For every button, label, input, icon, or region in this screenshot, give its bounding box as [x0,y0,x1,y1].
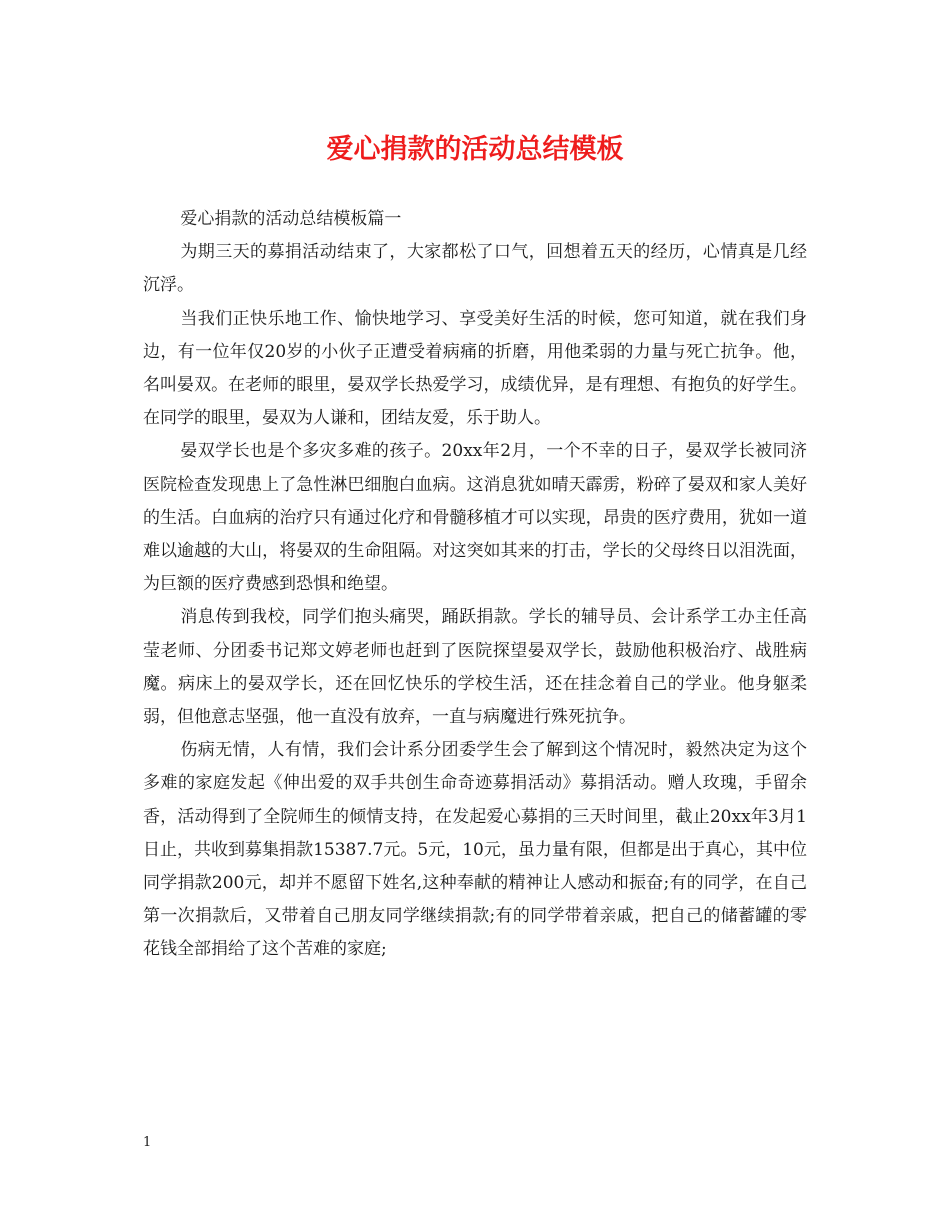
document-title: 爱心捐款的活动总结模板 [326,134,624,165]
paragraph-4: 消息传到我校，同学们抱头痛哭，踊跃捐款。学长的辅导员、会计系学工办主任高莹老师、分团委书记郑文婷老师也赶到了医院探望晏双学长，鼓励他积极治疗、战胜病魔。病床上的晏双学长，还在回忆快乐的学校生活，还在挂念着自己的学业。他身躯柔弱，但他意志坚强，他一直没有放弃，一直与病魔进行殊死抗争。 [143,607,807,728]
paragraph-1: 为期三天的募捐活动结束了，大家都松了口气，回想着五天的经历，心情真是几经沉浮。 [143,242,807,296]
document-body [143,203,807,967]
section-subheading: 爱心捐款的活动总结模板篇一 [180,209,402,229]
page-number: 1 [143,1135,152,1150]
paragraph-3: 晏双学长也是个多灾多难的孩子。20xx年2月，一个不幸的日子，晏双学长被同济医院检查发现患上了急性淋巴细胞白血病。这消息犹如晴天霹雳，粉碎了晏双和家人美好的生活。白血病的治疗只有通过化疗和骨髓移植才可以实现，昂贵的医疗费用，犹如一道难以逾越的大山，将晏双的生命阻隔。对这突如其来的打击，学长的父母终日以泪洗面，为巨额的医疗费感到恐惧和绝望。 [143,441,807,595]
paragraph-5: 伤病无情，人有情，我们会计系分团委学生会了解到这个情况时，毅然决定为这个多难的家庭发起《伸出爱的双手共创生命奇迹募捐活动》募捐活动。赠人玫瑰，手留余香，活动得到了全院师生的倾情支持，在发起爱心募捐的三天时间里，截止20xx年3月1日止，共收到募集捐款15387.7元。5元，10元，虽力量有限，但都是出于真心，其中位同学捐款200元，却并不愿留下姓名,这种奉献的精神让人感动和振奋;有的同学，在自己第一次捐款后，又带着自己朋友同学继续捐款;有的同学带着亲戚，把自己的储蓄罐的零花钱全部捐给了这个苦难的家庭; [143,740,807,960]
paragraph-2: 当我们正快乐地工作、愉快地学习、享受美好生活的时候，您可知道，就在我们身边，有一位年仅20岁的小伙子正遭受着病痛的折磨，用他柔弱的力量与死亡抗争。他，名叫晏双。在老师的眼里，晏双学长热爱学习，成绩优异，是有理想、有抱负的好学生。在同学的眼里，晏双为人谦和，团结友爱，乐于助人。 [143,308,807,429]
